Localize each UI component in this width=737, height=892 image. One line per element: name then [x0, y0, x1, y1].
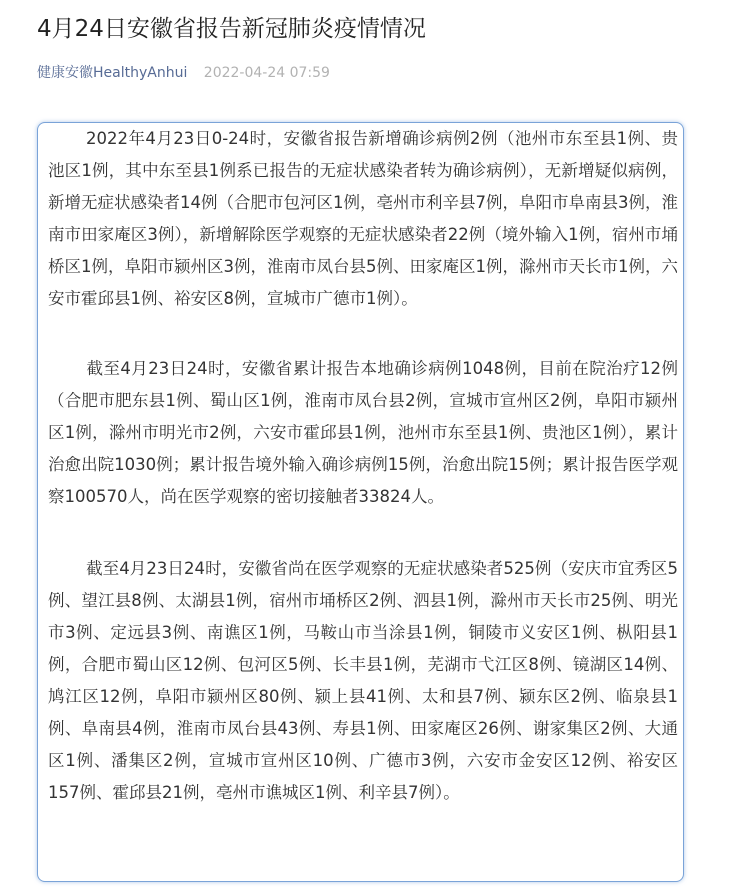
paragraph-asymptomatic-under-observation — [48, 553, 678, 809]
publish-date: 2022-04-24 07:59 — [203, 65, 330, 81]
article-meta — [37, 62, 330, 84]
article-content-box — [37, 122, 684, 882]
paragraph-text: 截至4月23日24时，安徽省尚在医学观察的无症状感染者525例（安庆市宜秀区5例、望江县8例、太湖县1例，宿州市埇桥区2例、泗县1例，滁州市天长市25例、明光市3例、定远县3例、南谯区1例，马鞍山市当涂县1例，铜陵市义安区1例、枞阳县1例，合肥市蜀山区12例、包河区5例、长丰县1例，芜湖市弋江区8例、镜湖区14例、鸠江区12例，阜阳市颍州区80例、颍上县41例、太和县7例、颍东区2例、临泉县1例、阜南县4例，淮南市凤台县43例、寿县1例、田家庵区26例、谢家集区2例、大通区1例、潘集区2例，宣城市宣州区10例、广德市3例，六安市金安区12例、裕安区157例、霍邱县21例，亳州市谯城区1例、利辛县7例）。 — [48, 559, 678, 802]
paragraph-new-cases — [48, 123, 678, 315]
paragraph-cumulative-cases — [48, 353, 678, 513]
paragraph-text: 2022年4月23日0-24时，安徽省报告新增确诊病例2例（池州市东至县1例、贵池区1例，其中东至县1例系已报告的无症状感染者转为确诊病例），无新增疑似病例，新增无症状感染者14例（合肥市包河区1例，亳州市利辛县7例，阜阳市阜南县3例，淮南市田家庵区3例），新增解除医学观察的无症状感染者22例（境外输入1例，宿州市埇桥区1例，阜阳市颍州区3例，淮南市凤台县5例、田家庵区1例，滁州市天长市1例，六安市霍邱县1例、裕安区8例，宣城市广德市1例）。 — [48, 129, 678, 308]
account-name-link[interactable]: 健康安徽HealthyAnhui — [37, 65, 188, 81]
article-title: 4月24日安徽省报告新冠肺炎疫情情况 — [37, 16, 426, 42]
paragraph-text: 截至4月23日24时，安徽省累计报告本地确诊病例1048例，目前在院治疗12例（合肥市肥东县1例、蜀山区1例，淮南市凤台县2例，宣城市宣州区2例，阜阳市颍州区1例，滁州市明光市2例，六安市霍邱县1例，池州市东至县1例、贵池区1例），累计治愈出院1030例；累计报告境外输入确诊病例15例，治愈出院15例；累计报告医学观察100570人，尚在医学观察的密切接触者33824人。 — [48, 359, 678, 506]
